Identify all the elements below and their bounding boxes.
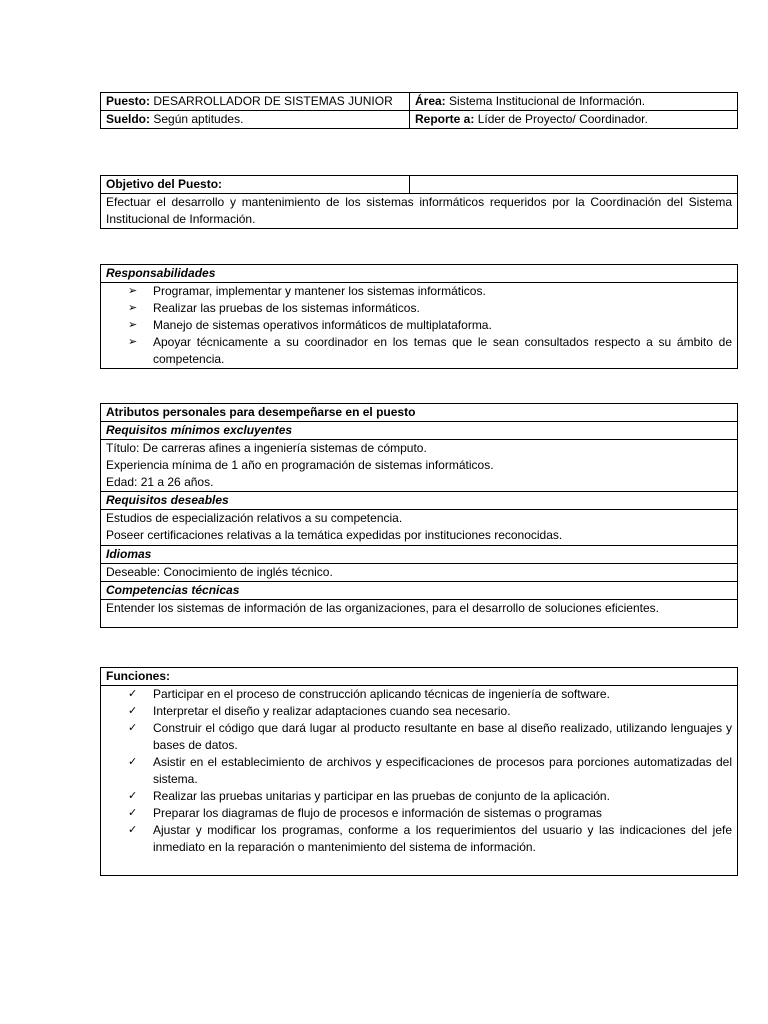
reporte-cell — [410, 111, 737, 128]
competencias-text: Entender los sistemas de información de las organizaciones, para el desarrollo de soluciones eficientes. — [101, 599, 737, 627]
responsabilidades-table — [100, 264, 738, 369]
requisitos-minimos-body — [101, 439, 737, 491]
requisito-line: Experiencia mínima de 1 año en programación de sistemas informáticos. — [106, 458, 494, 472]
list-item: ➢ Manejo de sistemas operativos informáticos de multiplataforma. — [128, 318, 492, 332]
list-item: ✓ Realizar las pruebas unitarias y participar en las pruebas de conjunto de la aplicación. — [128, 789, 610, 803]
puesto-cell — [101, 93, 410, 110]
requisitos-deseables-title: Requisitos deseables — [106, 493, 229, 507]
atributos-table — [100, 403, 738, 628]
arrow-bullet-icon: ➢ — [128, 285, 138, 297]
check-bullet-icon: ✓ — [128, 722, 138, 734]
list-item: ✓ Preparar los diagramas de flujo de procesos e información de sistemas o programas — [128, 806, 602, 820]
arrow-bullet-icon: ➢ — [128, 302, 138, 314]
competencias-title: Competencias técnicas — [106, 583, 240, 597]
deseable-line: Estudios de especialización relativos a su competencia. — [106, 511, 403, 525]
arrow-bullet-icon: ➢ — [128, 336, 138, 348]
idiomas-title: Idiomas — [106, 547, 152, 561]
puesto-label: Puesto: — [106, 94, 151, 108]
sueldo-value: Según aptitudes. — [153, 112, 244, 126]
arrow-bullet-icon: ➢ — [128, 319, 138, 331]
list-item: ✓ Participar en el proceso de construcción aplicando técnicas de ingeniería de software. — [128, 687, 610, 701]
funciones-table — [100, 667, 738, 876]
requisito-line: Edad: 21 a 26 años. — [106, 475, 214, 489]
list-item: ✓ Ajustar y modificar los programas, conforme a los requerimientos del usuario y las indicaciones del jefe inmediato en la reparación o mantenimiento del sistema de información. — [128, 823, 732, 854]
list-item: ✓ Construir el código que dará lugar al producto resultante en base al diseño realizado, utilizando lenguajes y bases de datos. — [128, 721, 732, 752]
requisitos-minimos-title: Requisitos mínimos excluyentes — [106, 423, 293, 437]
funciones-title: Funciones: — [106, 669, 171, 683]
check-bullet-icon: ✓ — [128, 824, 138, 836]
list-item: ➢ Realizar las pruebas de los sistemas informáticos. — [128, 301, 420, 315]
check-bullet-icon: ✓ — [128, 790, 138, 802]
list-item: ✓ Asistir en el establecimiento de archivos y especificaciones de procesos para porciones automatizadas del sistema. — [128, 755, 732, 786]
header-table — [100, 92, 738, 129]
objetivo-table — [100, 175, 738, 229]
objetivo-title-cell — [101, 176, 410, 193]
list-item: ➢ Programar, implementar y mantener los sistemas informáticos. — [128, 284, 486, 298]
sueldo-cell — [101, 111, 410, 128]
sueldo-label: Sueldo: — [106, 112, 150, 126]
check-bullet-icon: ✓ — [128, 756, 138, 768]
responsabilidades-list — [101, 283, 737, 368]
deseable-line: Poseer certificaciones relativas a la temática expedidas por instituciones reconocidas. — [106, 528, 563, 542]
reporte-label: Reporte a: — [415, 112, 475, 126]
requisito-line: Título: De carreras afines a ingeniería sistemas de cómputo. — [106, 441, 427, 455]
funciones-list — [101, 686, 737, 856]
check-bullet-icon: ✓ — [128, 705, 138, 717]
area-value: Sistema Institucional de Información. — [449, 94, 646, 108]
responsabilidades-title: Responsabilidades — [106, 266, 216, 280]
area-cell — [410, 93, 737, 110]
objetivo-text: Efectuar el desarrollo y mantenimiento de los sistemas informáticos requeridos por la Coordinación del Sistema Institucional de Información. — [101, 193, 737, 228]
reporte-value: Líder de Proyecto/ Coordinador. — [477, 112, 648, 126]
atributos-title: Atributos personales para desempeñarse en el puesto — [106, 405, 416, 419]
requisitos-deseables-body — [101, 509, 737, 545]
puesto-value: DESARROLLADOR DE SISTEMAS JUNIOR — [153, 94, 393, 108]
objetivo-empty-cell — [410, 176, 737, 193]
check-bullet-icon: ✓ — [128, 688, 138, 700]
objetivo-title: Objetivo del Puesto: — [106, 177, 223, 191]
area-label: Área: — [415, 94, 446, 108]
idiomas-text: Deseable: Conocimiento de inglés técnico. — [101, 563, 737, 581]
list-item: ➢ Apoyar técnicamente a su coordinador en los temas que le sean consultados respecto a su ámbito de competencia. — [128, 335, 732, 366]
check-bullet-icon: ✓ — [128, 807, 138, 819]
list-item: ✓ Interpretar el diseño y realizar adaptaciones cuando sea necesario. — [128, 704, 511, 718]
